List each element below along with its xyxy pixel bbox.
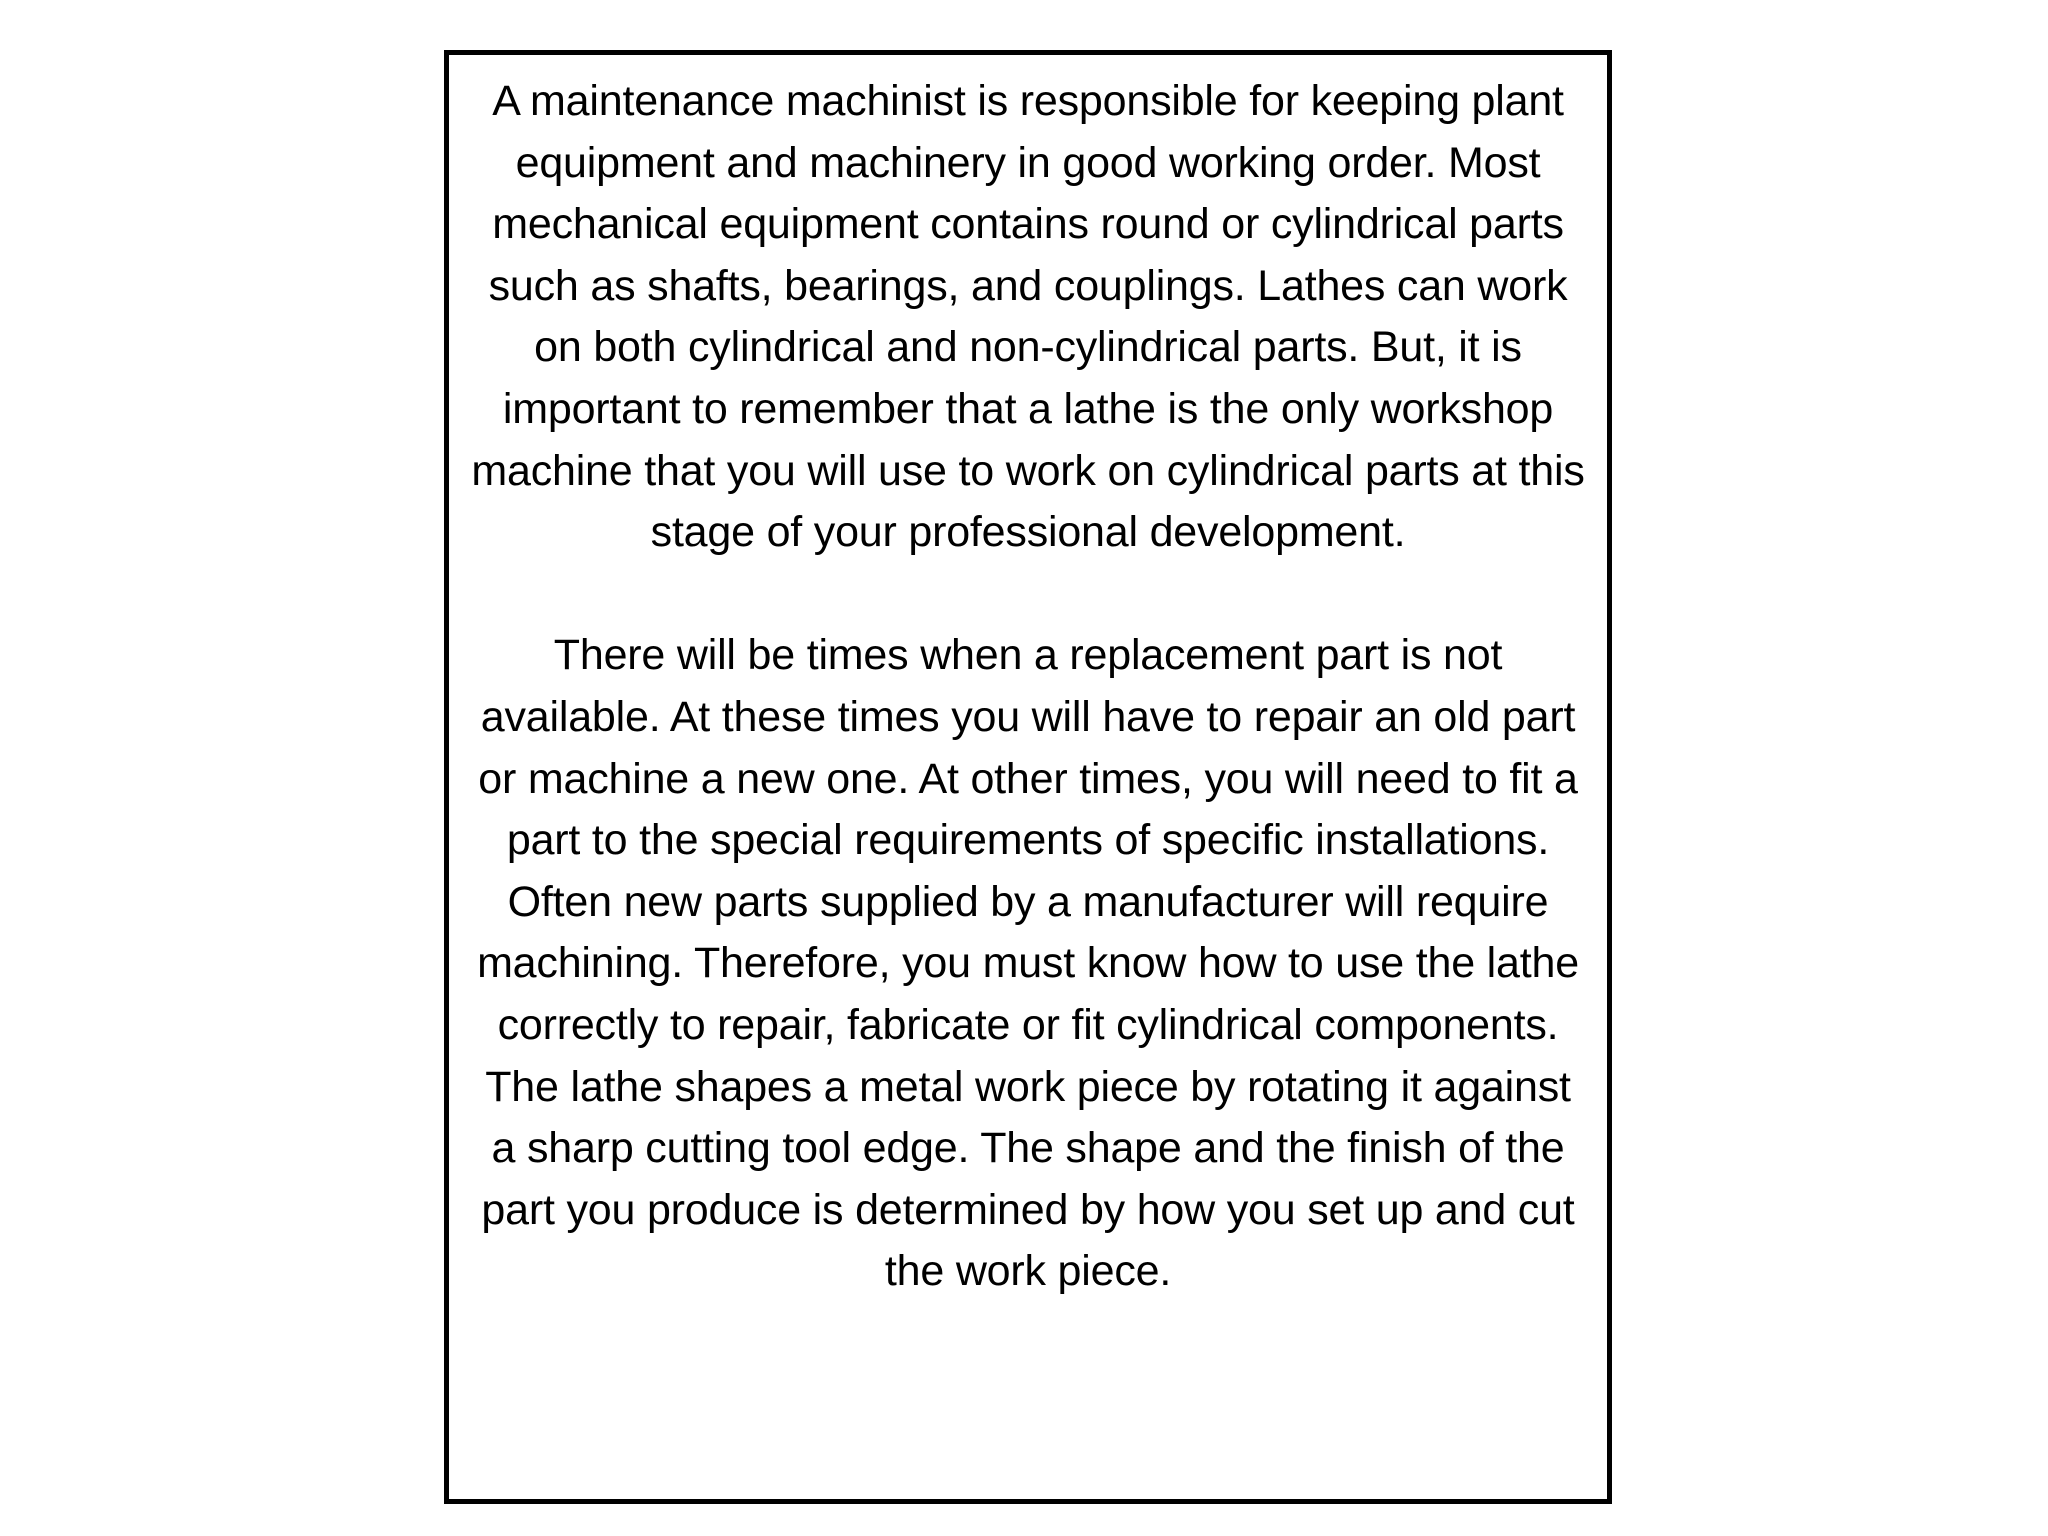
text-box xyxy=(444,50,1612,1504)
paragraph-maintenance-machinist: A maintenance machinist is responsible for keeping plant equipment and machinery in good working order. Most mechanical equipment contains round or cylindrical parts such as shafts, bearings, and couplings. Lathes can work on both cylindrical and non-cylindrical parts. But, it is important to remember that a lathe is the only workshop machine that you will use to work on cylindrical parts at this stage of your professional development. xyxy=(471,77,1585,557)
paragraph-lathe-shapes: The lathe shapes a metal work piece by rotating it against a sharp cutting tool edge. The shape and the finish of the part you produce is determined by how you set up and cut the work piece. xyxy=(481,1062,1575,1296)
paragraph-replacement-part: There will be times when a replacement part is not available. At these times you will have to repair an old part or machine a new one. At other times, you will need to fit a part to the special requirements of specific installations. Often new parts supplied by a manufacturer will require machining. Therefore, you must know how to use the lathe correctly to repair, fabricate or fit cylindrical components. xyxy=(477,631,1579,1049)
paragraph-spacer xyxy=(471,564,1585,626)
